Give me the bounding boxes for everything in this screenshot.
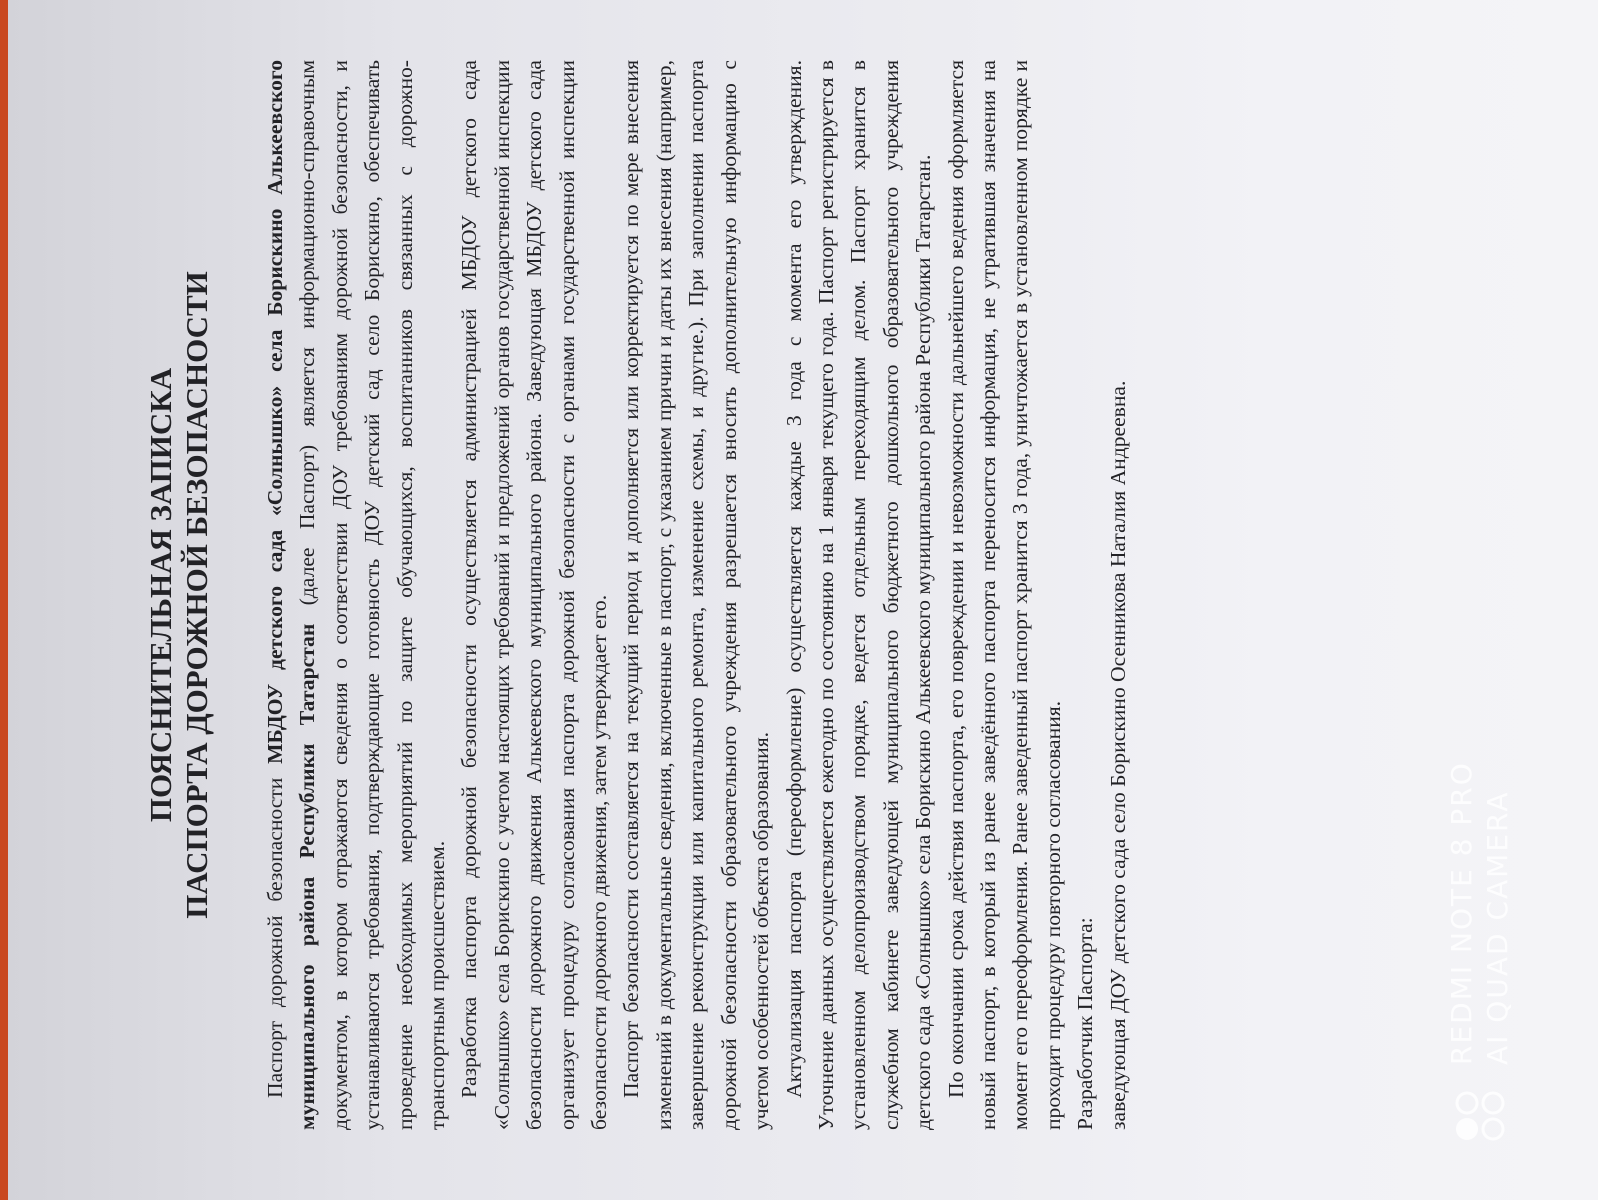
paragraph-actualization: Актуализация паспорта (переоформление) осуществляется каждые 3 года с момента его утверждения. Уточнение данных осуществляется ежегодно по состоянию на 1 января текущего года. Паспорт регистрируется в установленном делопроизводством порядке, ведется отдельным переходящим делом. Паспорт хранится в служебном кабинете заведующей муниципального бюджетного дошкольного образовательного учреждения детского сада «Солнышко» села Борискино Алькеевского муниципального района Республики Татарстан. [781,60,936,1130]
doc-title-line-2: ПАСПОРТА ДОРОЖНОЙ БЕЗОПАСНОСТИ [179,271,214,919]
paper-sheet [8,0,1598,1200]
camera-lens-logo-icon [1451,1087,1509,1145]
explanatory-note [143,60,1323,1130]
doc-title-line-1: ПОЯСНИТЕЛЬНАЯ ЗАПИСКА [143,367,178,823]
doc-body [259,60,1134,1130]
watermark-text [1444,761,1516,1065]
p1-rest: (далее Паспорт) является информационно-справочным документом, в котором отражаются сведения о соответствии ДОУ требованиям дорожной безопасности, и устанавливаются требования, подтверждающие готовность ДОУ детский сад село Борискино, обеспечивать проведение необходимых мероприятий по защите обучающихся, воспитанников связанных с дорожно- транспортным происшествием. [295,60,450,1130]
p1-start: Паспорт дорожной безопасности [263,763,287,1098]
developer-name: заведующая ДОУ детского сада село Борискино Осенникова Наталия Андреевна. [1105,380,1130,1130]
paragraph-development: Разработка паспорта дорожной безопасности осуществляется администрацией МБДОУ детского сада «Солнышко» села Борискино с учетом настоящих требований и предложений органов государственной инспекции безопасности дорожного движения Алькеевского муниципального района. Заведующая МБДОУ детского сада организует процедуру согласования паспорта дорожной безопасности с органами государственной инспекции безопасности дорожного движения, затем утверждает его. [457,60,612,1130]
developer-label: Разработчик Паспорта: [1073,917,1098,1130]
paragraph-expiry: По окончании срока действия паспорта, его повреждении и невозможности дальнейшего ведения оформляется новый паспорт, в который из ранее заведённого паспорта переносится информация, не утратившая значения на момент его переоформления. Ранее заведенный паспорт хранится 3 года, уничтожается в установленном порядке и проходит процедуру повторного согласования. [943,60,1065,1130]
camera-watermark [1440,725,1520,1145]
watermark-line-1: REDMI NOTE 8 PRO [1445,761,1478,1065]
watermark-line-2: AI QUAD CAMERA [1481,790,1514,1065]
p1-organization-name: МБДОУ детского сада «Солнышко» села Борискино Алькеевского муниципального района Республики Татарстан [263,60,320,1130]
paragraph-updates: Паспорт безопасности составляется на текущий период и дополняется или корректируется по мере внесения изменений в документальные сведения, включенные в паспорт, с указанием причин и даты их внесения (например, завершение реконструкции или капитального ремонта, изменение схемы, и другие.). При заполнении паспорта дорожной безопасности образовательного учреждения разрешается вносить дополнительную информацию с учетом особенностей объекта образования. [619,60,774,1130]
paragraph-passport-definition [259,60,453,1130]
